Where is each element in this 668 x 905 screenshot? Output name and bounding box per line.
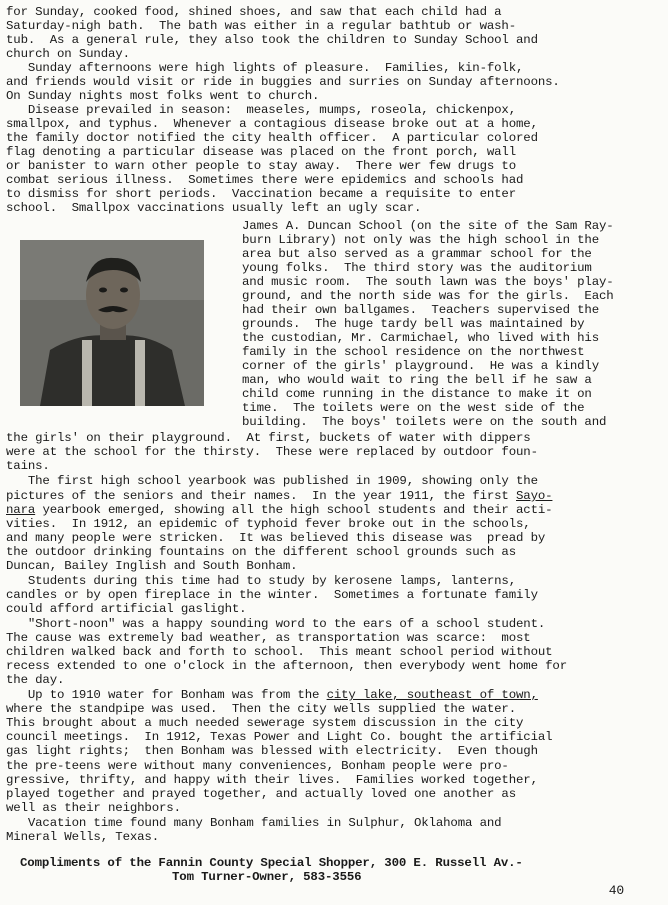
text-line: This brought about a much needed sewerage system discussion in the city [6, 716, 524, 730]
text-segment: Up to 1910 water for Bonham was from the [6, 688, 327, 702]
text-line: Disease prevailed in season: measeles, mumps, roseola, chickenpox, [6, 103, 516, 117]
text-line: for Sunday, cooked food, shined shoes, and saw that each child had a [6, 5, 502, 19]
text-line: the family doctor notified the city health officer. A particular colored [6, 131, 538, 145]
text-line: corner of the girls' playground. He was a kindly [242, 359, 599, 373]
text-line: area but also served as a grammar school for the [242, 247, 592, 261]
text-line: church on Sunday. [6, 47, 130, 61]
text-line: man, who would wait to ring the bell if he saw a [242, 373, 592, 387]
text-line: tub. As a general rule, they also took the children to Sunday School and [6, 33, 538, 47]
yearbook-title: Sayo- [516, 489, 553, 503]
text-line: the custodian, Mr. Carmichael, who lived with his [242, 331, 599, 345]
text-line: school. Smallpox vaccinations usually left an ugly scar. [6, 201, 422, 215]
text-line: the pre-teens were without many conveniences, Bonham people were pro- [6, 759, 509, 773]
footer-owner: Tom Turner-Owner, 583-3556 [172, 870, 362, 884]
portrait-photo [20, 240, 204, 406]
yearbook-title: nara [6, 503, 36, 517]
text-line: Students during this time had to study by kerosene lamps, lanterns, [6, 574, 516, 588]
text-line: On Sunday nights most folks went to church. [6, 89, 320, 103]
text-line: vities. In 1912, an epidemic of typhoid fever broke out in the schools, [6, 517, 531, 531]
text-line: Mineral Wells, Texas. [6, 830, 159, 844]
text-line: combat serious illness. Sometimes there were epidemics and schools had [6, 173, 524, 187]
text-line: the girls' on their playground. At first, buckets of water with dippers [6, 431, 531, 445]
text-line: council meetings. In 1912, Texas Power and Light Co. bought the artificial [6, 730, 553, 744]
text-line: tains. [6, 459, 50, 473]
text-line: family in the school residence on the northwest [242, 345, 585, 359]
page-number: 40 [608, 883, 624, 898]
text-line: could afford artificial gaslight. [6, 602, 247, 616]
text-line: candles or by open fireplace in the winter. Sometimes a fortunate family [6, 588, 538, 602]
text-line: ground, and the north side was for the girls. Each [242, 289, 614, 303]
text-line: Sunday afternoons were high lights of pleasure. Families, kin-folk, [6, 61, 524, 75]
text-line: had their own ballgames. Teachers supervised the [242, 303, 599, 317]
text-line-with-title [6, 503, 552, 517]
text-line: played together and prayed together, and actually loved one another as [6, 787, 516, 801]
text-line: The first high school yearbook was published in 1909, showing only the [6, 474, 538, 488]
text-line: recess extended to one o'clock in the afternoon, then everybody went home for [6, 659, 567, 673]
text-line: Vacation time found many Bonham families in Sulphur, Oklahoma and [6, 816, 502, 830]
text-line: and friends would visit or ride in buggies and surries on Sunday afternoons. [6, 75, 560, 89]
text-line: where the standpipe was used. Then the city wells supplied the water. [6, 702, 516, 716]
text-segment: yearbook emerged, showing all the high school students and their acti- [35, 503, 553, 517]
text-line: and many people were stricken. It was believed this disease was pread by [6, 531, 546, 545]
underlined-phrase: city lake, southeast of town, [326, 688, 538, 702]
text-line: young folks. The third story was the auditorium [242, 261, 592, 275]
text-line: James A. Duncan School (on the site of the Sam Ray- [242, 219, 614, 233]
text-line: child come running in the distance to make it on [242, 387, 592, 401]
text-line: to dismiss for short periods. Vaccination became a requisite to enter [6, 187, 516, 201]
portrait-illustration [20, 240, 204, 406]
footer-credit: Compliments of the Fannin County Special Shopper, 300 E. Russell Av.- [20, 856, 523, 870]
text-line: smallpox, and typhus. Whenever a contagious disease broke out at a home, [6, 117, 538, 131]
text-line: "Short-noon" was a happy sounding word to the ears of a school student. [6, 617, 546, 631]
text-line: were at the school for the thirsty. These were replaced by outdoor foun- [6, 445, 538, 459]
text-line: children walked back and forth to school. This meant school period without [6, 645, 553, 659]
text-line: and music room. The south lawn was the boys' play- [242, 275, 614, 289]
text-line-with-underline [6, 688, 538, 702]
text-line: gressive, thrifty, and happy with their lives. Families worked together, [6, 773, 538, 787]
text-line: Duncan, Bailey Inglish and South Bonham. [6, 559, 298, 573]
text-segment: pictures of the seniors and their names. In the year 1911, the first [6, 489, 516, 503]
text-line: The cause was extremely bad weather, as transportation was scarce: most [6, 631, 531, 645]
text-line: grounds. The huge tardy bell was maintained by [242, 317, 585, 331]
text-line: gas light rights; then Bonham was blessed with electricity. Even though [6, 744, 538, 758]
text-line: Saturday-nigh bath. The bath was either in a regular bathtub or wash- [6, 19, 516, 33]
text-line: well as their neighbors. [6, 801, 181, 815]
text-line-with-title [6, 489, 552, 503]
text-line: the outdoor drinking fountains on the different school grounds such as [6, 545, 516, 559]
text-line: or banister to warn other people to stay away. There wer few drugs to [6, 159, 516, 173]
text-line: the day. [6, 673, 65, 687]
text-line: building. The boys' toilets were on the south and [242, 415, 607, 429]
text-line: burn Library) not only was the high school in the [242, 233, 599, 247]
text-line: flag denoting a particular disease was placed on the front porch, wall [6, 145, 516, 159]
text-line: time. The toilets were on the west side of the [242, 401, 585, 415]
